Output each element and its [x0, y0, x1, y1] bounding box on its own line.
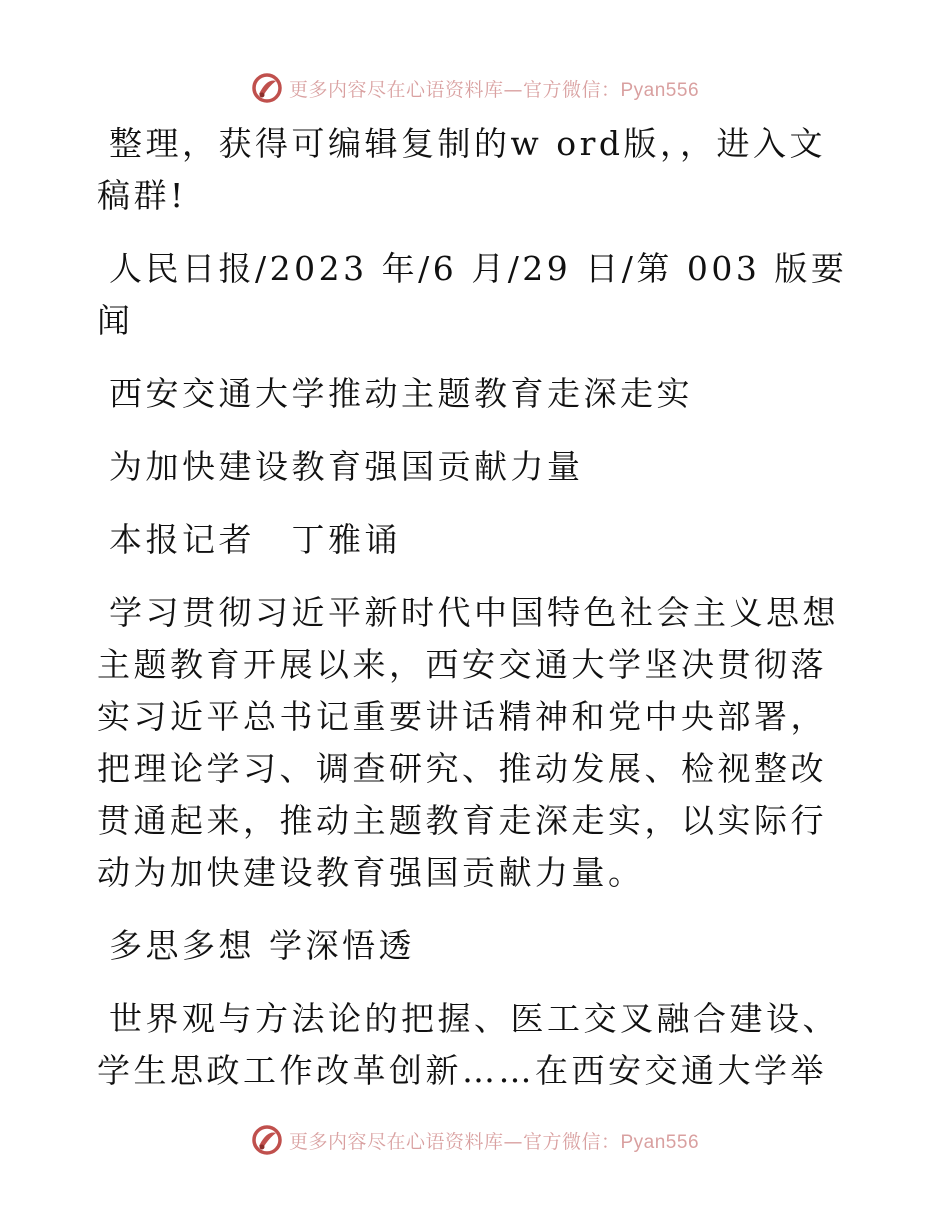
article-title: 西安交通大学推动主题教育走深走实 — [109, 374, 693, 413]
byline: 本报记者 丁雅诵 — [109, 520, 401, 559]
section-heading: 多思多想 学深悟透 — [109, 926, 415, 965]
ink-brush-circle-icon — [251, 72, 283, 104]
article-subtitle: 为加快建设教育强国贡献力量 — [109, 447, 584, 486]
footer-watermark — [0, 1124, 950, 1156]
source-line: 人民日报/2023 年/6 月/29 日/第 003 版要闻 — [97, 249, 848, 340]
header-watermark — [0, 72, 950, 104]
watermark-id: Pyan556 — [620, 1131, 700, 1153]
watermark-text: 更多内容尽在心语资料库—官方微信：Pyan556 — [288, 78, 700, 101]
body-paragraph: 学习贯彻习近平新时代中国特色社会主义思想主题教育开展以来，西安交通大学坚决贯彻落实习近平总书记重要讲话精神和党中央部署，把理论学习、调查研究、推动发展、检视整改贯通起来，推动主题教育走深走实，以实际行动为加快建设教育强国贡献力量。 — [97, 593, 839, 892]
document-body — [97, 118, 857, 1118]
watermark-id: Pyan556 — [620, 79, 700, 101]
body-paragraph: 世界观与方法论的把握、医工交叉融合建设、学生思政工作改革创新……在西安交通大学举 — [97, 999, 839, 1090]
watermark-text: 更多内容尽在心语资料库—官方微信：Pyan556 — [288, 1130, 700, 1153]
ink-brush-circle-icon — [251, 1124, 283, 1156]
intro-note: 整理，获得可编辑复制的w ord版，，进入文稿群! — [97, 124, 827, 215]
